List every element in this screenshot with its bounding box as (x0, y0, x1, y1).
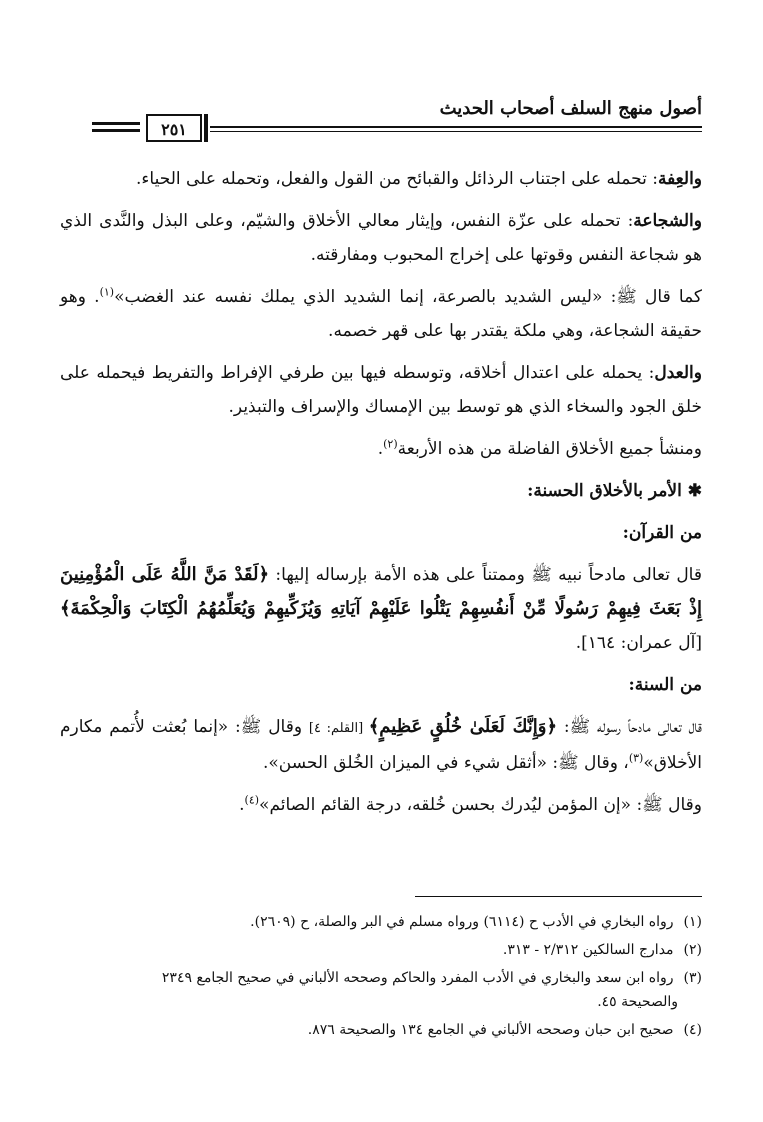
term-courage: والشجاعة (633, 211, 702, 231)
main-text (60, 162, 702, 830)
ornament-rule-top (92, 122, 140, 125)
quran-heading: من القرآن: (622, 523, 702, 543)
section-heading: ✱ الأمر بالأخلاق الحسنة: (60, 474, 702, 508)
paragraph-hadith-strong: كما قال ﷺ: «ليس الشديد بالصرعة، إنما الشديد الذي يملك نفسه عند الغضب»$^{(١)}$. وهو حقيقة الشجاعة، وهي ملكة يقتدر بها على قهر خصمه. (60, 285, 702, 341)
book-title: أصول منهج السلف أصحاب الحديث (439, 98, 702, 119)
verse-reference: [القلم: ٤] (308, 721, 369, 736)
term-chastity: والعِفة (657, 169, 702, 189)
footnote-ref-2[interactable]: (٢) (383, 437, 398, 451)
footnote-separator (415, 896, 702, 897)
footnotes (60, 910, 702, 1046)
quran-verse: ﴿لَقَدْ مَنَّ اللَّهُ عَلَى الْمُؤْمِنِينَ إِذْ بَعَثَ فِيهِمْ رَسُولًا مِّنْ أَنفُسِهِمْ يَتْلُوا عَلَيْهِمْ آيَاتِهِ وَيُزَكِّيهِمْ وَيُعَلِّمُهُمُ الْكِتَابَ وَالْحِكْمَةَ﴾ (60, 564, 702, 619)
header-rule (210, 126, 702, 128)
header-rule-thin (210, 131, 702, 132)
paragraph-justice: والعدل: يحمله على اعتدال أخلاقه، وتوسطه فيها بين طرفي الإفراط والتفريط فيحمله على خلق الجود والسخاء الذي هو توسط بين الإمساك والإسراف والتبذير. (60, 363, 702, 417)
ornament-rule-bottom (92, 129, 140, 132)
page-number: ٢٥١ (146, 114, 202, 142)
sunnah-heading: من السنة: (628, 675, 702, 695)
footnote-4: (٤) صحيح ابن حبان وصححه الألباني في الجامع ١٣٤ والصحيحة ٨٧٦. (307, 1022, 702, 1038)
paragraph-sunnah-2: وقال ﷺ: «إن المؤمن ليُدرك بحسن خُلقه، درجة القائم الصائم»$^{(٤)}$. (239, 793, 702, 815)
paragraph-quran: قال تعالى مادحاً نبيه ﷺ وممتناً على هذه الأمة بإرساله إليها: ﴿لَقَدْ مَنَّ اللَّهُ عَلَى الْمُؤْمِنِينَ إِذْ بَعَثَ فِيهِمْ رَسُولًا مِّنْ أَنفُسِهِمْ يَتْلُوا عَلَيْهِمْ آيَاتِهِ وَيُزَكِّيهِمْ وَيُعَلِّمُهُمُ الْكِتَابَ وَالْحِكْمَةَ﴾ [آل عمران: ١٦٤]. (60, 564, 702, 653)
footnote-3: (٣) رواه ابن سعد والبخاري في الأدب المفرد والحاكم وصححه الألباني في صحيح الجامع ٢٣٤٩ والصحيحة ٤٥. (161, 970, 702, 1010)
paragraph-chastity: والعِفة: تحمله على اجتناب الرذائل والقبائح من القول والفعل، وتحمله على الحياء. (136, 169, 702, 189)
footnote-ref-3[interactable]: (٣) (628, 751, 644, 765)
paragraph-courage: والشجاعة: تحمله على عزّة النفس، وإيثار معالي الأخلاق والشيّم، وعلى البذل والنَّدى الذي هو شجاعة النفس وقوتها على إخراج المحبوب ومفارقته. (60, 211, 702, 265)
term-justice: والعدل (654, 363, 702, 383)
footnote-2: (٢) مدارج السالكين ٢/٣١٢ - ٣١٣. (502, 942, 702, 958)
footnote-ref-1[interactable]: (١) (99, 285, 115, 299)
running-header (88, 92, 702, 138)
paragraph-origin: ومنشأ جميع الأخلاق الفاضلة من هذه الأربعة$^{(٢)}$. (377, 437, 702, 459)
footnote-ref-4[interactable]: (٤) (244, 793, 260, 807)
footnote-1: (١) رواه البخاري في الأدب ح (٦١١٤) ورواه مسلم في البر والصلة، ح (٢٦٠٩). (250, 914, 702, 930)
paragraph-sunnah-1: قال تعالى مادحاً رسوله ﷺ: ﴿وَإِنَّكَ لَعَلَىٰ خُلُقٍ عَظِيمٍ﴾ [القلم: ٤] وقال ﷺ: «إنما بُعثت لأُتمم مكارم الأخلاق»$^{(٣)}$، وقال ﷺ: «أثقل شيء في الميزان الخُلق الحسن». (60, 716, 702, 773)
quran-verse-qalam: ﴿وَإِنَّكَ لَعَلَىٰ خُلُقٍ عَظِيمٍ﴾ (368, 716, 558, 737)
